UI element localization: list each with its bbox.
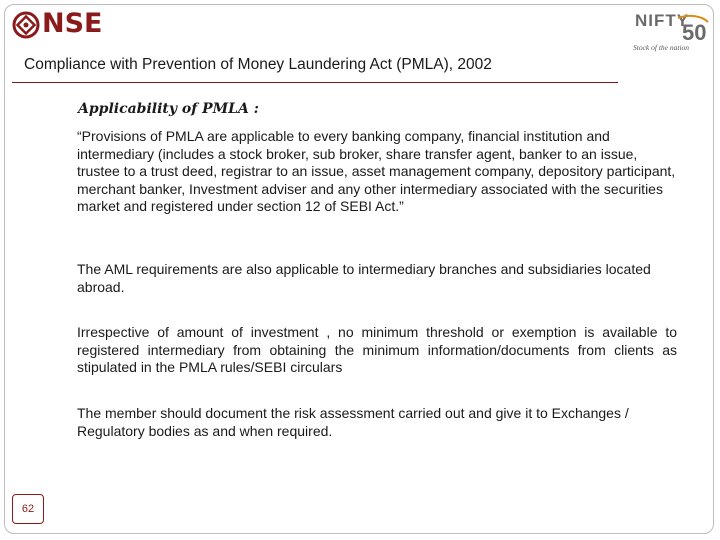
paragraph-branches: The AML requirements are also applicable to intermediary branches and subsidiaries located abroad. — [77, 261, 651, 295]
nifty-logo — [628, 8, 716, 56]
title-divider — [12, 82, 618, 83]
paragraph-threshold: Irrespective of amount of investment , no minimum threshold or exemption is available to registered intermediary from obtaining the minimum information/documents from clients as stipulated in the PMLA rules/SEBI circulars — [77, 324, 677, 375]
paragraph-risk-assessment: The member should document the risk assessment carried out and give it to Exchanges / Regulatory bodies as and when required. — [77, 405, 629, 439]
page-title: Compliance with Prevention of Money Laundering Act (PMLA), 2002 — [24, 56, 492, 73]
nse-emblem-icon — [12, 11, 40, 39]
page-number-badge: 62 — [12, 494, 44, 524]
paragraph-provisions: “Provisions of PMLA are applicable to every banking company, financial institution and intermediary (includes a stock broker, sub broker, share transfer agent, banker to an issue, trustee to a trust deed, registrar to an issue, asset management company, depository participant, merchant banker, Investment adviser and any other intermediary associated with the securities market and registered under section 12 of SEBI Act.” — [77, 128, 676, 214]
nse-logo — [12, 8, 103, 42]
nifty-50-mark-icon — [672, 12, 712, 44]
nifty-tagline: Stock of the nation — [633, 43, 690, 52]
nifty-number: 50 — [682, 20, 707, 44]
nifty-logo-text: NIFTY — [635, 11, 690, 30]
section-heading: Applicability of PMLA : — [78, 101, 259, 117]
nse-logo-text: NSE — [42, 8, 103, 39]
